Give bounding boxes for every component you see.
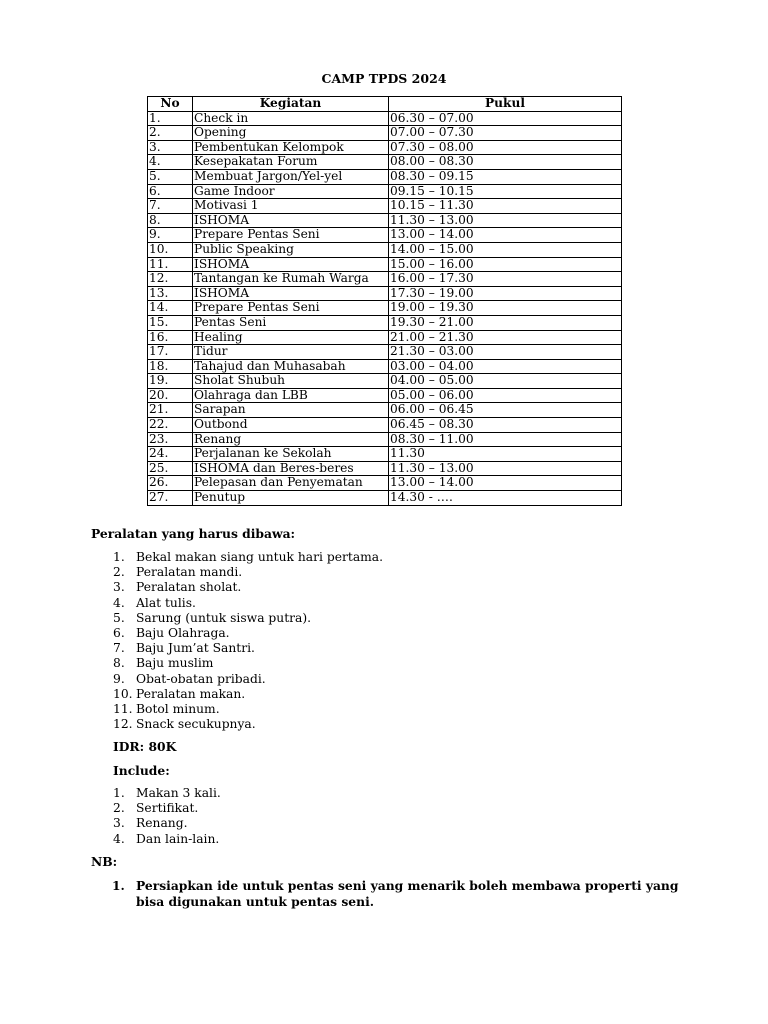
list-text: Botol minum. — [136, 701, 220, 716]
table-row — [148, 242, 622, 257]
cell-pukul: 06.30 – 07.00 — [389, 111, 622, 126]
cell-kegiatan: Renang — [193, 432, 389, 447]
table-row — [148, 491, 622, 506]
table-row — [148, 126, 622, 141]
cell-no: 23. — [148, 432, 193, 447]
include-heading: Include: — [113, 763, 170, 778]
cell-pukul: 04.00 – 05.00 — [389, 374, 622, 389]
list-text: Baju muslim — [136, 656, 214, 671]
cell-pukul: 06.45 – 08.30 — [389, 418, 622, 433]
equipment-item — [113, 550, 383, 565]
document-title: CAMP TPDS 2024 — [321, 71, 447, 86]
header-no: No — [148, 97, 193, 112]
schedule-body — [148, 111, 622, 505]
cell-no: 21. — [148, 403, 193, 418]
cell-no: 16. — [148, 330, 193, 345]
list-text: Snack secukupnya. — [136, 717, 256, 732]
list-text: Baju Olahraga. — [136, 625, 230, 640]
table-row — [148, 301, 622, 316]
cell-pukul: 08.30 – 09.15 — [389, 169, 622, 184]
cell-no: 22. — [148, 418, 193, 433]
cell-pukul: 08.00 – 08.30 — [389, 155, 622, 170]
cell-no: 7. — [148, 199, 193, 214]
table-row — [148, 476, 622, 491]
list-text: Peralatan sholat. — [136, 580, 242, 595]
cell-kegiatan: ISHOMA — [193, 286, 389, 301]
include-item — [113, 801, 221, 816]
list-number: 10. — [113, 686, 133, 701]
cell-pukul: 09.15 – 10.15 — [389, 184, 622, 199]
cell-kegiatan: Prepare Pentas Seni — [193, 301, 389, 316]
cell-pukul: 13.00 – 14.00 — [389, 228, 622, 243]
cell-kegiatan: Perjalanan ke Sekolah — [193, 447, 389, 462]
equipment-item — [113, 702, 383, 717]
cell-kegiatan: Pentas Seni — [193, 315, 389, 330]
cell-pukul: 15.00 – 16.00 — [389, 257, 622, 272]
cell-no: 19. — [148, 374, 193, 389]
table-row — [148, 213, 622, 228]
table-row — [148, 228, 622, 243]
cell-kegiatan: ISHOMA — [193, 257, 389, 272]
equipment-item — [113, 565, 383, 580]
list-text: Baju Jum’at Santri. — [136, 641, 255, 656]
cell-no: 2. — [148, 126, 193, 141]
list-text: Persiapkan ide untuk pentas seni yang menarik boleh membawa properti yang bisa digunakan untuk pentas seni. — [136, 878, 679, 909]
list-number: 1. — [113, 786, 125, 800]
include-item — [113, 832, 221, 847]
table-row — [148, 403, 622, 418]
cell-kegiatan: Outbond — [193, 418, 389, 433]
equipment-list — [113, 550, 383, 732]
list-number: 12. — [113, 717, 133, 732]
cell-no: 26. — [148, 476, 193, 491]
list-text: Peralatan mandi. — [136, 565, 243, 580]
list-number: 8. — [113, 656, 125, 671]
nb-item — [112, 878, 696, 909]
cell-kegiatan: Sarapan — [193, 403, 389, 418]
cell-no: 24. — [148, 447, 193, 462]
cell-pukul: 08.30 – 11.00 — [389, 432, 622, 447]
list-number: 1. — [112, 878, 125, 893]
cell-pukul: 11.30 – 13.00 — [389, 461, 622, 476]
table-row — [148, 257, 622, 272]
cell-kegiatan: Pembentukan Kelompok — [193, 140, 389, 155]
table-row — [148, 418, 622, 433]
list-text: Alat tulis. — [136, 595, 196, 610]
list-number: 4. — [113, 831, 125, 846]
cell-no: 3. — [148, 140, 193, 155]
list-text: Obat-obatan pribadi. — [136, 671, 266, 686]
table-row — [148, 432, 622, 447]
list-text: Dan lain-lain. — [136, 831, 220, 846]
list-number: 6. — [113, 625, 125, 640]
cell-kegiatan: Tidur — [193, 345, 389, 360]
cell-kegiatan: ISHOMA — [193, 213, 389, 228]
list-number: 5. — [113, 610, 125, 625]
table-row — [148, 140, 622, 155]
list-number: 4. — [113, 595, 125, 610]
cell-pukul: 19.00 – 19.30 — [389, 301, 622, 316]
table-row — [148, 286, 622, 301]
table-row — [148, 461, 622, 476]
cell-kegiatan: Prepare Pentas Seni — [193, 228, 389, 243]
table-row — [148, 330, 622, 345]
cell-no: 12. — [148, 272, 193, 287]
cell-kegiatan: Tantangan ke Rumah Warga — [193, 272, 389, 287]
list-number: 1. — [113, 550, 125, 564]
equipment-item — [113, 626, 383, 641]
table-row — [148, 184, 622, 199]
cell-pukul: 13.00 – 14.00 — [389, 476, 622, 491]
table-row — [148, 155, 622, 170]
cell-no: 15. — [148, 315, 193, 330]
table-header-row — [148, 97, 622, 112]
cell-pukul: 07.00 – 07.30 — [389, 126, 622, 141]
list-text: Makan 3 kali. — [136, 786, 221, 800]
cell-pukul: 21.30 – 03.00 — [389, 345, 622, 360]
cell-kegiatan: Healing — [193, 330, 389, 345]
cell-kegiatan: Check in — [193, 111, 389, 126]
list-text: Sertifikat. — [136, 801, 199, 816]
list-number: 9. — [113, 671, 125, 686]
nb-list — [112, 878, 696, 909]
cell-no: 11. — [148, 257, 193, 272]
cell-no: 5. — [148, 169, 193, 184]
equipment-item — [113, 656, 383, 671]
cell-kegiatan: Kesepakatan Forum — [193, 155, 389, 170]
cell-kegiatan: Tahajud dan Muhasabah — [193, 359, 389, 374]
list-text: Renang. — [136, 816, 188, 831]
list-number: 2. — [113, 565, 125, 580]
include-item — [113, 786, 221, 801]
list-number: 2. — [113, 801, 125, 816]
cell-no: 6. — [148, 184, 193, 199]
cell-kegiatan: Public Speaking — [193, 242, 389, 257]
table-row — [148, 447, 622, 462]
cell-no: 20. — [148, 388, 193, 403]
cell-pukul: 17.30 – 19.00 — [389, 286, 622, 301]
table-row — [148, 272, 622, 287]
nb-heading: NB: — [91, 854, 118, 869]
table-row — [148, 374, 622, 389]
cell-no: 17. — [148, 345, 193, 360]
cell-pukul: 10.15 – 11.30 — [389, 199, 622, 214]
equipment-item — [113, 580, 383, 595]
include-item — [113, 816, 221, 831]
table-row — [148, 345, 622, 360]
table-row — [148, 199, 622, 214]
cell-no: 25. — [148, 461, 193, 476]
equipment-item — [113, 687, 383, 702]
cell-pukul: 14.30 - …. — [389, 491, 622, 506]
price-label: IDR: 80K — [113, 739, 177, 754]
table-row — [148, 359, 622, 374]
table-row — [148, 388, 622, 403]
cell-pukul: 03.00 – 04.00 — [389, 359, 622, 374]
cell-kegiatan: Sholat Shubuh — [193, 374, 389, 389]
header-pukul: Pukul — [389, 97, 622, 112]
list-number: 11. — [113, 701, 133, 716]
list-number: 3. — [113, 816, 125, 831]
table-row — [148, 169, 622, 184]
cell-no: 10. — [148, 242, 193, 257]
cell-no: 8. — [148, 213, 193, 228]
equipment-item — [113, 596, 383, 611]
cell-pukul: 11.30 – 13.00 — [389, 213, 622, 228]
cell-no: 27. — [148, 491, 193, 506]
cell-pukul: 11.30 — [389, 447, 622, 462]
cell-kegiatan: Game Indoor — [193, 184, 389, 199]
equipment-item — [113, 611, 383, 626]
cell-pukul: 06.00 – 06.45 — [389, 403, 622, 418]
cell-no: 4. — [148, 155, 193, 170]
cell-pukul: 21.00 – 21.30 — [389, 330, 622, 345]
cell-pukul: 05.00 – 06.00 — [389, 388, 622, 403]
list-text: Bekal makan siang untuk hari pertama. — [136, 550, 384, 564]
cell-pukul: 07.30 – 08.00 — [389, 140, 622, 155]
table-row — [148, 315, 622, 330]
cell-pukul: 16.00 – 17.30 — [389, 272, 622, 287]
cell-no: 18. — [148, 359, 193, 374]
cell-no: 1. — [148, 111, 193, 126]
header-kegiatan: Kegiatan — [193, 97, 389, 112]
cell-kegiatan: Penutup — [193, 491, 389, 506]
equipment-item — [113, 672, 383, 687]
cell-kegiatan: Pelepasan dan Penyematan — [193, 476, 389, 491]
cell-kegiatan: Membuat Jargon/Yel-yel — [193, 169, 389, 184]
cell-kegiatan: ISHOMA dan Beres-beres — [193, 461, 389, 476]
list-text: Sarung (untuk siswa putra). — [136, 610, 312, 625]
cell-kegiatan: Motivasi 1 — [193, 199, 389, 214]
cell-kegiatan: Opening — [193, 126, 389, 141]
cell-no: 14. — [148, 301, 193, 316]
list-number: 7. — [113, 641, 125, 656]
equipment-item — [113, 717, 383, 732]
cell-kegiatan: Olahraga dan LBB — [193, 388, 389, 403]
cell-no: 9. — [148, 228, 193, 243]
cell-pukul: 14.00 – 15.00 — [389, 242, 622, 257]
equipment-heading: Peralatan yang harus dibawa: — [91, 526, 296, 541]
include-list — [113, 786, 221, 847]
table-row — [148, 111, 622, 126]
schedule-table — [147, 96, 622, 506]
list-text: Peralatan makan. — [136, 686, 246, 701]
cell-no: 13. — [148, 286, 193, 301]
list-number: 3. — [113, 580, 125, 595]
equipment-item — [113, 641, 383, 656]
cell-pukul: 19.30 – 21.00 — [389, 315, 622, 330]
